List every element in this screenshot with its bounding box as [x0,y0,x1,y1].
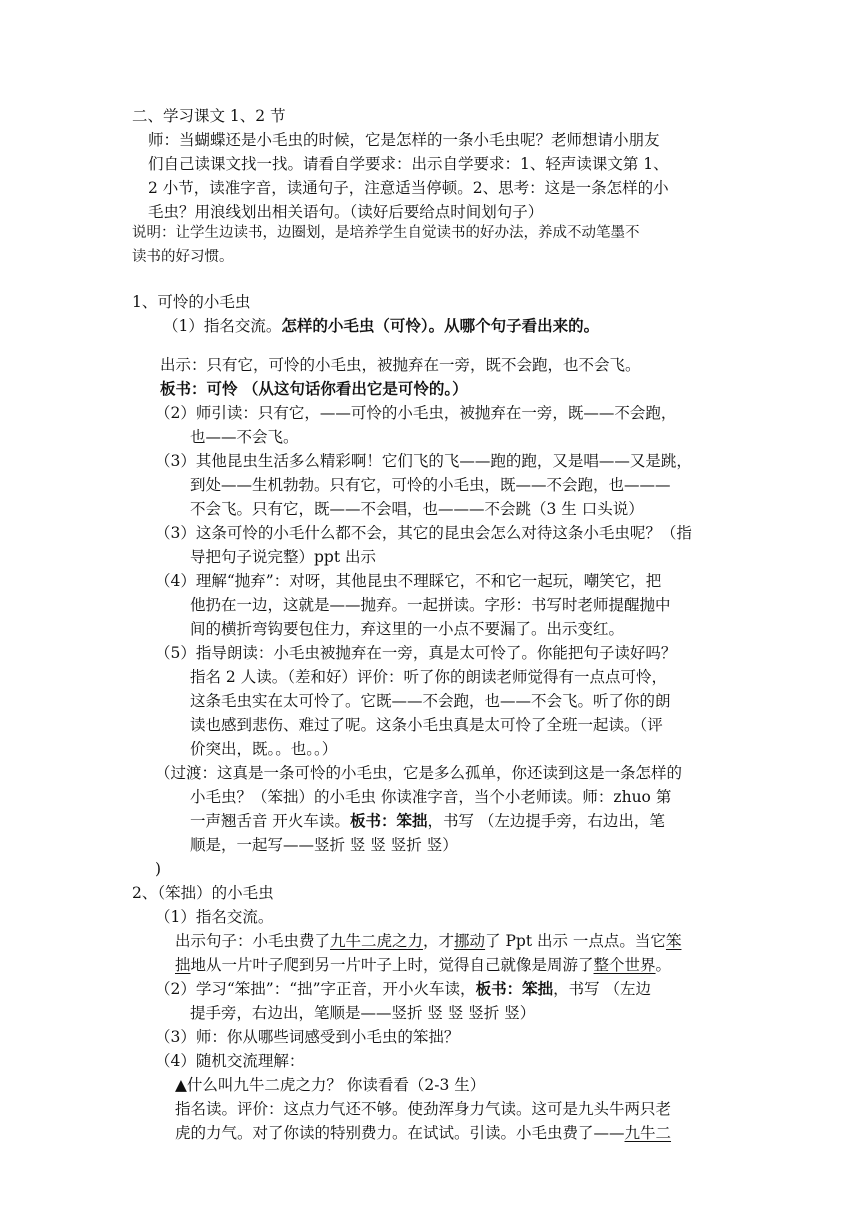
paragraph-line: （2）师引读：只有它，——可怜的小毛虫，被抛弃在一旁，既——不会跑， [155,404,677,422]
board-writing: 板书：笨拙 [349,811,428,830]
underlined-phrase: 九牛二 [624,1124,672,1142]
paragraph-line: 这条毛虫实在太可怜了。它既——不会跑，也——不会飞。听了你的朗 [190,692,671,710]
paragraph-line: （3）师：你从哪些词感受到小毛虫的笨拙？ [155,1028,460,1046]
paragraph-line: （1）指名交流。 [155,908,274,926]
paragraph-line: 们自己读课文找一找。请看自学要求：出示自学要求：1、轻声读课文第 1、 [148,155,669,173]
paragraph-line: 一声翘舌音 开火车读。板书：笨拙，书写 （左边提手旁，右边出，笔 [190,811,665,830]
paragraph-line: 他扔在一边，这就是——抛弃。一起拼读。字形：书写时老师提醒抛中 [190,596,671,614]
paragraph-line: 师：当蝴蝶还是小毛虫的时候，它是怎样的一条小毛虫呢？老师想请小朋友 [148,131,660,149]
paragraph-line: ▲什么叫九牛二虎之力？ 你读看看（2-3 生） [175,1076,486,1094]
paragraph-line: 到处——生机勃勃。只有它，可怜的小毛虫，既——不会跑，也——— [190,476,671,494]
underlined-phrase: 九牛二虎之力 [330,932,424,950]
underlined-phrase: 拙 [175,956,191,974]
paragraph-line: 出示句子：小毛虫费了九牛二虎之力，才挪动了 Ppt 出示 一点点。当它笨 [175,932,682,950]
paragraph-line: 虎的力气。对了你读的特别费力。在试试。引读。小毛虫费了——九牛二 [175,1124,672,1142]
paragraph-line: 指名读。评价：这点力气还不够。使劲浑身力气读。这可是九头牛两只老 [175,1100,672,1118]
paragraph-line: 导把句子说完整）ppt 出示 [190,548,377,566]
paragraph-line: 指名 2 人读。（差和好）评价：听了你的朗读老师觉得有一点点可怜， [190,668,667,686]
paragraph-line: 2 小节，读准字音，读通句子，注意适当停顿。2、思考：这是一条怎样的小 [148,179,669,197]
underlined-phrase: 笨 [665,932,682,950]
subsection-heading: 2、（笨拙）的小毛虫 [132,884,274,902]
paragraph-line: 毛虫？用浪线划出相关语句。（读好后要给点时间划句子） [148,203,544,221]
paragraph-line: 出示：只有它，可怜的小毛虫，被抛弃在一旁，既不会跑，也不会飞。 [160,356,641,374]
paragraph-line: 小毛虫？（笨拙）的小毛虫 你读准字音，当个小老师读。师：zhuo 第 [190,788,672,806]
underlined-phrase: 整个世界 [593,956,656,974]
paragraph-line: 不会飞。只有它，既——不会唱，也———不会跳（3 生 口头说） [190,500,644,518]
paragraph-line: （4）随机交流理解： [155,1052,305,1070]
paragraph-line: 也——不会飞。 [190,428,299,446]
paragraph-line: （5）指导朗读：小毛虫被抛弃在一旁，真是太可怜了。你能把句子读好吗？ [155,644,677,662]
paragraph-line: 拙地从一片叶子爬到另一片叶子上时，觉得自己就像是周游了整个世界。 [175,956,672,974]
paragraph-line: （2）学习“笨拙”：“拙”字正音，开小火车读，板书：笨拙，书写 （左边 [155,979,652,998]
note-line: 读书的好习惯。 [132,249,234,265]
bold-question: 怎样的小毛虫（可怜）。从哪个句子看出来的。 [281,316,600,335]
paragraph-line: 顺是，一起写——竖折 竖 竖 竖折 竖） [190,836,458,854]
paragraph-line: 价突出，既。。也。。） [190,740,338,758]
note-line: 说明：让学生边读书，边圈划，是培养学生自觉读书的好办法，养成不动笔墨不 [132,225,640,241]
paragraph-line: 提手旁，右边出，笔顺是——竖折 竖 竖 竖折 竖） [190,1004,536,1022]
board-writing: 板书：笨拙 [475,979,554,998]
paragraph-line: （3）这条可怜的小毛什么都不会，其它的昆虫会怎么对待这条小毛虫呢？（指 [155,524,692,542]
paragraph-line: （4）理解“抛弃”：对呀，其他昆虫不理睬它，不和它一起玩，嘲笑它，把 [155,572,662,590]
paragraph-line [163,314,599,338]
underlined-phrase: 挪动 [454,932,486,950]
step-label: （1）指名交流。 [163,317,282,335]
paragraph-line: （3）其他昆虫生活多么精彩啊！它们飞的飞——跑的跑，又是唱——又是跳， [155,452,692,470]
section-heading: 二、学习课文 1、2 节 [132,107,286,125]
subsection-heading: 1、可怜的小毛虫 [132,293,251,311]
board-writing: 板书：可怜 （从这句话你看出它是可怜的。） [160,379,468,398]
paragraph-line: 读也感到悲伤、难过了呢。这条小毛虫真是太可怜了全班一起读。（评 [190,716,663,734]
paragraph-line: （过渡：这真是一条可怜的小毛虫，它是多么孤单，你还读到这是一条怎样的 [155,764,683,782]
paragraph-line: ) [155,860,162,878]
paragraph-line: 间的横折弯钩要包住力，弃这里的一小点不要漏了。出示变红。 [190,620,625,638]
